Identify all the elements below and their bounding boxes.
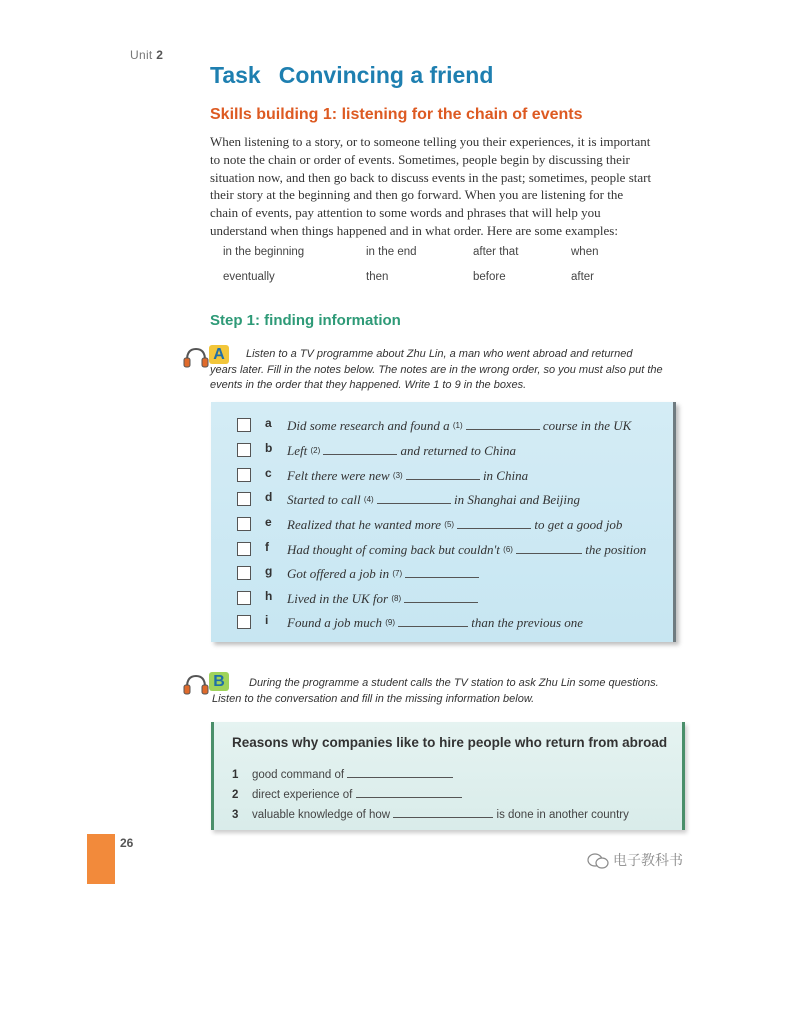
- order-box[interactable]: [237, 566, 251, 580]
- item-text: Started to call: [287, 492, 361, 507]
- order-box[interactable]: [237, 418, 251, 432]
- example-phrase: after that: [473, 246, 519, 258]
- page-number: 26: [120, 836, 134, 850]
- item-text-after: and returned to China: [400, 443, 516, 458]
- blank-number: (6): [503, 545, 513, 554]
- example-phrase: eventually: [223, 271, 275, 283]
- item-letter: d: [265, 490, 273, 504]
- list-item: [237, 613, 667, 635]
- blank-number: (3): [392, 471, 403, 480]
- blank-number: (7): [392, 569, 403, 578]
- list-item: [237, 515, 667, 537]
- item-letter: h: [265, 589, 273, 603]
- list-item: [237, 490, 667, 512]
- answer-blank[interactable]: [323, 441, 397, 455]
- item-text: Lived in the UK for: [287, 591, 389, 606]
- intro-line: When listening to a story, or to someone telling you their experiences, it is important: [210, 134, 651, 149]
- list-item: [237, 441, 667, 463]
- order-box[interactable]: [237, 517, 251, 531]
- list-item: [237, 416, 667, 438]
- unit-prefix: Unit: [130, 48, 153, 62]
- intro-paragraph: [210, 133, 690, 240]
- instruction-line: During the programme a student calls the TV station to ask Zhu Lin some questions.: [249, 677, 659, 689]
- example-phrase: before: [473, 271, 506, 283]
- answer-blank[interactable]: [516, 540, 582, 554]
- order-box[interactable]: [237, 615, 251, 629]
- item-letter: b: [265, 441, 273, 455]
- watermark-text: 电子教科书: [613, 852, 683, 868]
- item-letter: a: [265, 416, 272, 430]
- list-item: [237, 466, 667, 488]
- intro-line: situation now, and then go back to discuss events in the past; sometimes, people start: [210, 169, 652, 185]
- example-phrase: then: [366, 271, 389, 283]
- step1-heading: Step 1: finding information: [210, 312, 401, 329]
- list-item: [237, 564, 667, 586]
- item-text-after: course in the UK: [542, 418, 632, 433]
- item-text-after: in China: [482, 468, 529, 483]
- answer-blank[interactable]: [347, 764, 453, 778]
- list-item: [232, 764, 453, 781]
- item-text: Felt there were new: [287, 468, 390, 483]
- example-phrases: [223, 246, 643, 296]
- reasons-title: Reasons why companies like to hire people who return from abroad: [232, 735, 668, 750]
- order-box[interactable]: [237, 443, 251, 457]
- example-phrase: after: [571, 271, 595, 283]
- instruction-line: events in the order that they happened. Write 1 to 9 in the boxes.: [210, 379, 527, 391]
- instruction-line: Listen to a TV programme about Zhu Lin, a man who went abroad and returned: [246, 348, 633, 360]
- blank-number: (5): [444, 520, 455, 529]
- item-number: 2: [232, 789, 239, 801]
- example-phrase: when: [571, 246, 599, 258]
- page-title: [210, 62, 493, 89]
- item-text: Had thought of coming back but couldn't: [287, 542, 500, 557]
- item-text-after: the position: [585, 542, 647, 557]
- headphones-icon: [182, 672, 210, 696]
- part-a-badge: A: [209, 345, 229, 364]
- blank-number: (4): [363, 495, 374, 504]
- item-number: 1: [232, 769, 239, 781]
- headphones-icon: [182, 345, 210, 369]
- blank-number: (1): [452, 421, 463, 430]
- answer-blank[interactable]: [457, 515, 531, 529]
- example-phrase: in the beginning: [223, 246, 305, 258]
- answer-blank[interactable]: [393, 804, 493, 818]
- item-text: Left: [287, 443, 308, 458]
- list-item: [237, 589, 667, 611]
- item-text: Realized that he wanted more: [287, 517, 442, 532]
- answer-blank[interactable]: [377, 490, 451, 504]
- item-letter: e: [265, 515, 272, 529]
- watermark: [587, 850, 683, 870]
- item-letter: i: [265, 613, 269, 627]
- task-title-text: Convincing a friend: [278, 62, 494, 88]
- reasons-panel: [211, 722, 685, 830]
- part-b-instructions: [212, 676, 682, 707]
- order-box[interactable]: [237, 591, 251, 605]
- item-text: Found a job much: [287, 615, 382, 630]
- list-item: [232, 784, 462, 801]
- list-item: [232, 804, 629, 821]
- item-text: Did some research and found a: [287, 418, 450, 433]
- answer-blank[interactable]: [404, 589, 478, 603]
- page-tab: [87, 834, 115, 884]
- task-label: Task: [210, 62, 261, 88]
- blank-number: (2): [310, 446, 321, 455]
- item-text-after: is done in another country: [496, 809, 629, 821]
- blank-number: (8): [391, 594, 402, 603]
- example-phrase: in the end: [366, 246, 417, 258]
- part-b-badge: B: [209, 672, 229, 691]
- intro-line: chain of events, pay attention to some words and phrases that will help you: [210, 205, 601, 221]
- item-text-after: than the previous one: [471, 615, 584, 630]
- blank-number: (9): [385, 618, 395, 627]
- item-text-after: to get a good job: [534, 517, 623, 532]
- item-text: Got offered a job in: [287, 566, 390, 581]
- intro-line: understand when things happened and in what order. Here are some examples:: [210, 222, 618, 238]
- notes-panel: [211, 402, 676, 642]
- answer-blank[interactable]: [405, 564, 479, 578]
- intro-line: to note the chain or order of events. Sometimes, people begin by discussing their: [210, 151, 630, 167]
- wechat-icon: [587, 852, 609, 870]
- item-text: valuable knowledge of how: [252, 809, 391, 821]
- item-letter: f: [265, 540, 269, 554]
- item-letter: c: [265, 466, 272, 480]
- instruction-line: years later. Fill in the notes below. The notes are in the wrong order, so you must also put the: [210, 363, 663, 376]
- item-text-after: in Shanghai and Beijing: [453, 492, 580, 507]
- skills-heading: Skills building 1: listening for the chain of events: [210, 106, 583, 123]
- item-number: 3: [232, 809, 239, 821]
- answer-blank[interactable]: [398, 613, 468, 627]
- instruction-line: Listen to the conversation and fill in the missing information below.: [212, 692, 535, 705]
- order-box[interactable]: [237, 468, 251, 482]
- answer-blank[interactable]: [356, 784, 462, 798]
- order-box[interactable]: [237, 542, 251, 556]
- order-box[interactable]: [237, 492, 251, 506]
- item-letter: g: [265, 564, 273, 578]
- unit-number: 2: [156, 48, 164, 62]
- list-item: [237, 540, 667, 562]
- unit-label: [130, 48, 163, 62]
- answer-blank[interactable]: [466, 416, 540, 430]
- intro-line: their story at the beginning and then go forward. When you are listening for the: [210, 187, 624, 203]
- item-text: direct experience of: [252, 789, 353, 801]
- item-text: good command of: [252, 769, 345, 781]
- answer-blank[interactable]: [406, 466, 480, 480]
- part-a-instructions: [210, 347, 680, 394]
